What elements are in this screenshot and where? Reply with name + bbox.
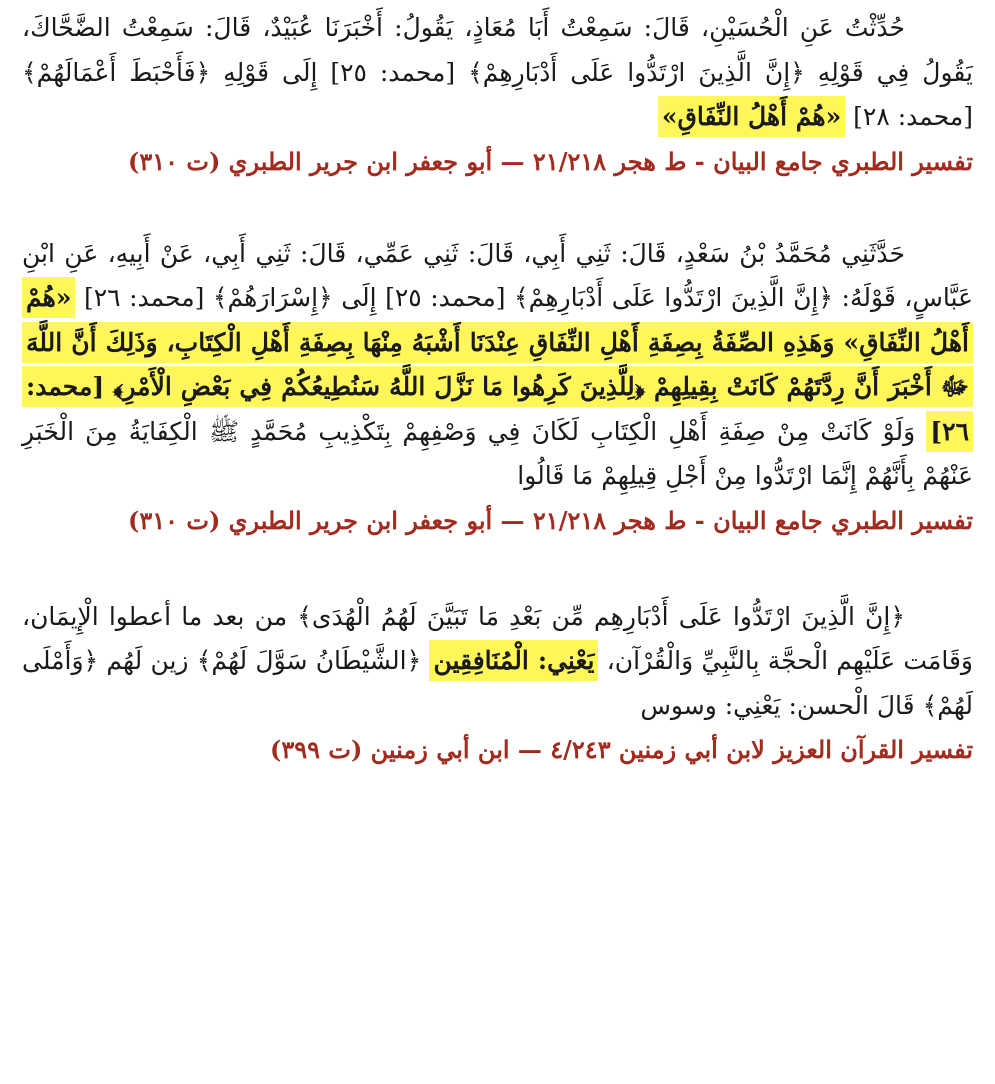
- source-citation[interactable]: تفسير الطبري جامع البيان - ط هجر ٢١/٢١٨ — أبو جعفر ابن جرير الطبري (ت ٣١٠): [127, 505, 973, 535]
- tafsir-entry: [22, 232, 973, 541]
- text-segment: ﴿الشَّيْطَانُ سَوَّلَ لَهُمْ﴾ زين لَهُم ﴿وَأَمْلَى لَهُمْ﴾ قَالَ الْحسن: يَعْنِي: وسوس: [22, 646, 973, 720]
- narration-text: [22, 232, 973, 499]
- narration-text: [22, 595, 973, 729]
- source-citation[interactable]: تفسير الطبري جامع البيان - ط هجر ٢١/٢١٨ — أبو جعفر ابن جرير الطبري (ت ٣١٠): [127, 146, 973, 176]
- highlighted-text: «هُمْ أَهْلُ النِّفَاقِ» وَهَذِهِ الصِّفَةُ بِصِفَةِ أَهْلِ النِّفَاقِ عِنْدَنَا أَشْبَهُ مِنْهَا بِصِفَةِ أَهْلِ الْكِتَابِ، وَذَلِكَ أَنَّ اللَّهَ ﷻ أَخْبَرَ أَنَّ رِدَّتَهُمْ كَانَتْ بِقِيلِهِمْ ﴿لِلَّذِينَ كَرِهُوا مَا نَزَّلَ اللَّهُ سَنُطِيعُكُمْ فِي بَعْضِ الْأَمْرِ﴾ [محمد: ٢٦]: [22, 277, 973, 452]
- highlighted-text: «هُمْ أَهْلُ النِّفَاقِ»: [658, 96, 845, 137]
- source-citation[interactable]: تفسير القرآن العزيز لابن أبي زمنين ٤/٢٤٣ — ابن أبي زمنين (ت ٣٩٩): [269, 735, 973, 764]
- text-segment: حَدَّثَنِي مُحَمَّدُ بْنُ سَعْدٍ، قَالَ: ثَنِي أَبِي، قَالَ: ثَنِي عَمِّي، قَالَ: ثَنِي أَبِي، عَنْ أَبِيهِ، عَنِ ابْنِ عَبَّاسٍ، قَوْلَهُ: ﴿إِنَّ الَّذِينَ ارْتَدُّوا عَلَى أَدْبَارِهِمْ﴾ [محمد: ٢٥] إِلَى ﴿إِسْرَارَهُمْ﴾ [محمد: ٢٦]: [22, 238, 974, 312]
- highlighted-text: يَعْنِي: الْمُنَافِقِين: [429, 640, 598, 681]
- text-segment: حُدِّثْتُ عَنِ الْحُسَيْنِ، قَالَ: سَمِعْتُ أَبَا مُعَاذٍ، يَقُولُ: أَخْبَرَنَا عُبَيْدٌ، قَالَ: سَمِعْتُ الضَّحَّاكَ، يَقُولُ فِي قَوْلِهِ ﴿إِنَّ الَّذِينَ ارْتَدُّوا عَلَى أَدْبَارِهِمْ﴾ [محمد: ٢٥] إِلَى قَوْلِهِ ﴿فَأَحْبَطَ أَعْمَالَهُمْ﴾ [محمد: ٢٨]: [22, 13, 973, 131]
- text-segment: ﴿إِنَّ الَّذِينَ ارْتَدُّوا عَلَى أَدْبَارِهِم مِّن بَعْدِ مَا تَبَيَّنَ لَهُمُ الْهُدَى﴾ من بعد ما أعطوا الْإِيمَان، وَقَامَت عَلَيْهِم الْحجَّة بِالنَّبِيِّ وَالْقُرْآن،: [22, 601, 973, 675]
- text-segment: وَلَوْ كَانَتْ مِنْ صِفَةِ أَهْلِ الْكِتَابِ لَكَانَ فِي وَصْفِهِمْ بِتَكْذِيبِ مُحَمَّدٍ ﷺ الْكِفَايَةُ مِنَ الْخَبَرِ عَنْهُمْ بِأَنَّهُمْ إِنَّمَا ارْتَدُّوا مِنْ أَجْلِ قِيلِهِمْ مَا قَالُوا: [22, 416, 973, 490]
- tafsir-entry: [22, 6, 973, 182]
- tafsir-entry: [22, 595, 973, 771]
- narration-text: [22, 6, 973, 140]
